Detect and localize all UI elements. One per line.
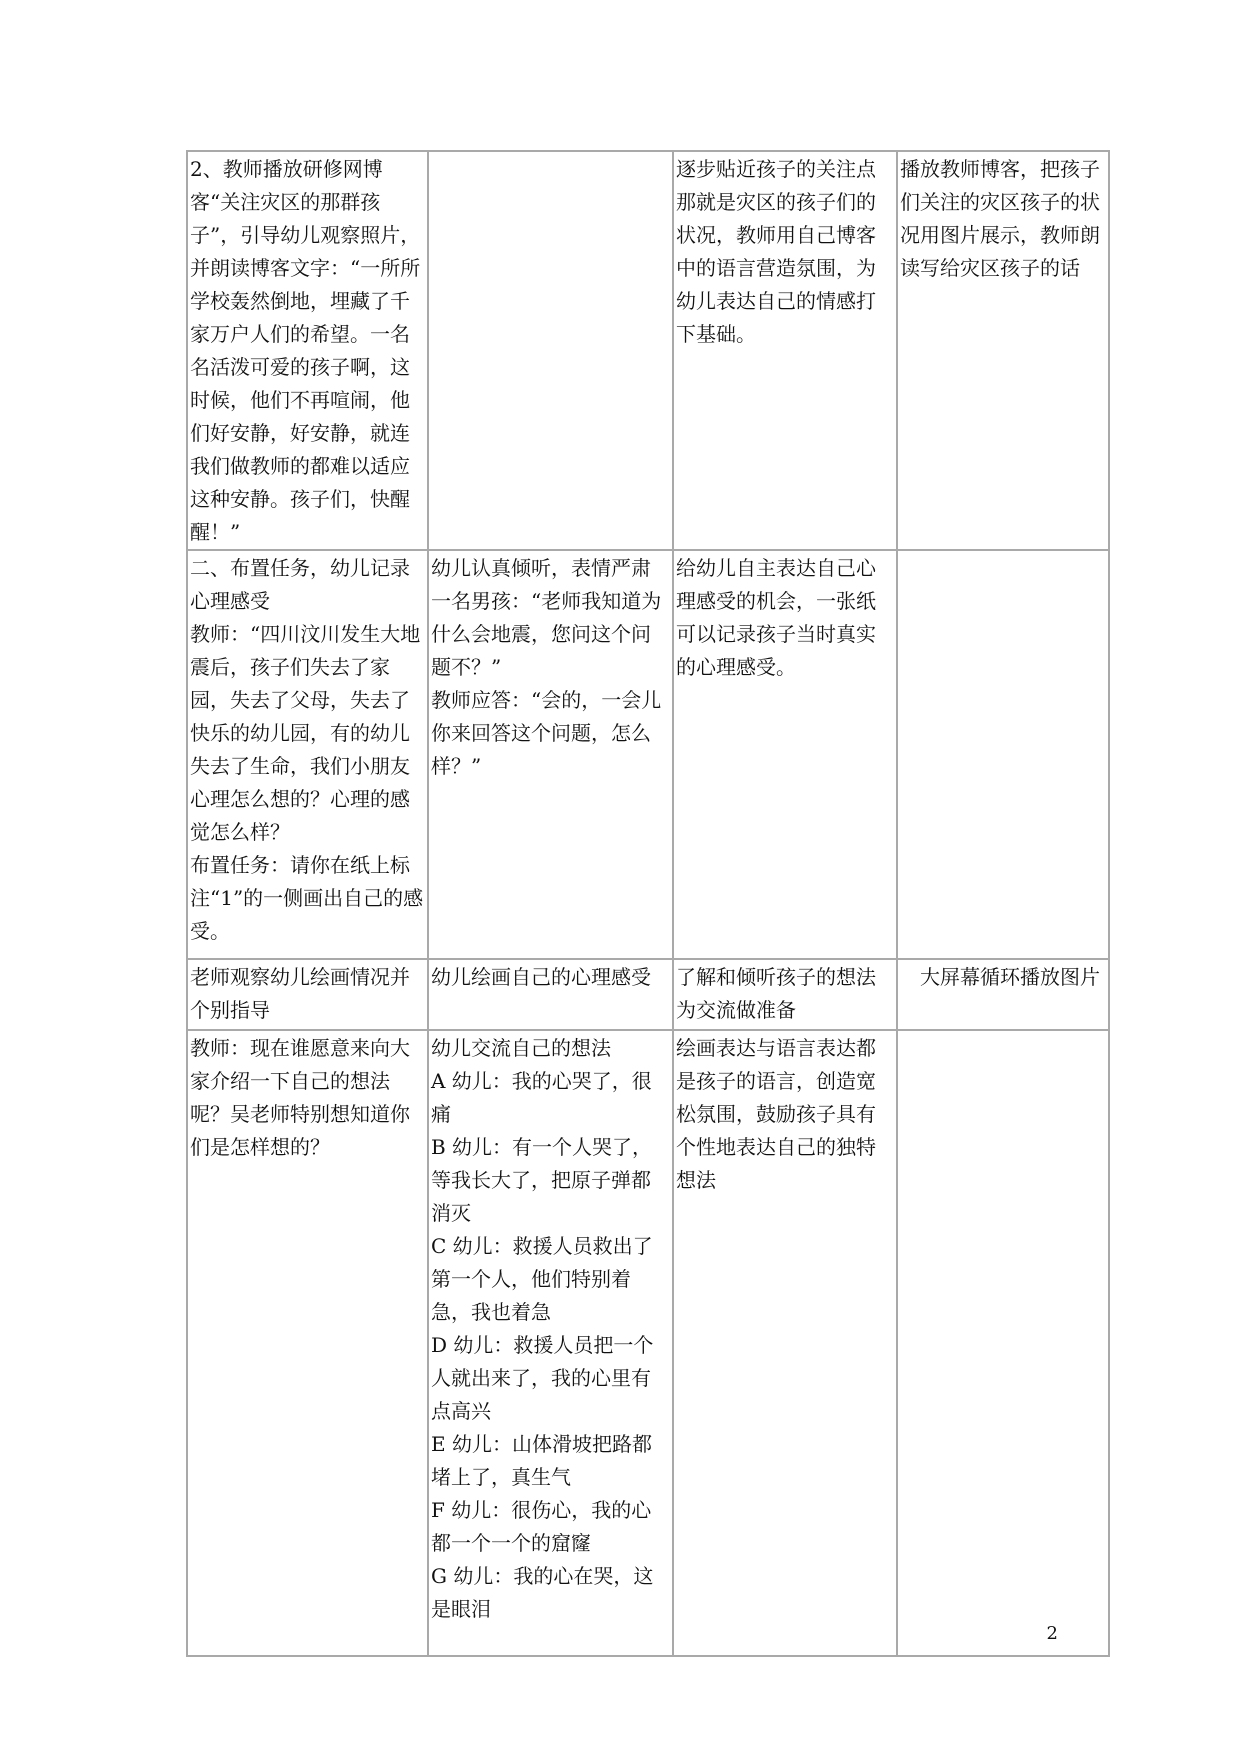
- cell-paragraph: 幼儿交流自己的想法: [431, 1036, 611, 1060]
- cell-paragraph: 逐步贴近孩子的关注点那就是灾区的孩子们的状况，教师用自己博客中的语言营造氛围，为幼儿表达自己的情感打下基础。: [676, 157, 876, 346]
- cell-paragraph: 幼儿认真倾听，表情严肃一名男孩：“老师我知道为什么会地震，您问这个问题不？”: [431, 556, 662, 679]
- child-activity-cell: [428, 1030, 673, 1656]
- media-cell: [897, 959, 1109, 1030]
- child-activity-cell: [428, 550, 673, 959]
- cell-paragraph: 绘画表达与语言表达都是孩子的语言，创造宽松氛围，鼓励孩子具有个性地表达自己的独特想法: [676, 1036, 876, 1192]
- table-row: [187, 959, 1109, 1030]
- table-row: [187, 1030, 1109, 1656]
- cell-paragraph: C 幼儿：救援人员救出了第一个人，他们特别着急，我也着急: [431, 1234, 653, 1324]
- cell-paragraph: F 幼儿：很伤心，我的心都一个一个的窟窿: [431, 1498, 652, 1555]
- cell-paragraph: B 幼儿：有一个人哭了，等我长大了，把原子弹都消灭: [431, 1135, 653, 1225]
- cell-paragraph: G 幼儿：我的心在哭，这是眼泪: [431, 1564, 654, 1621]
- table-row: [187, 151, 1109, 550]
- cell-paragraph: 布置任务：请你在纸上标注“1”的一侧画出自己的感受。: [190, 853, 424, 943]
- cell-paragraph: 教师应答：“会的，一会儿你来回答这个问题，怎么样？”: [431, 688, 662, 778]
- cell-paragraph: 教师：“四川汶川发生大地震后，孩子们失去了家园，失去了父母，失去了快乐的幼儿园，有的幼儿失去了生命，我们小朋友心理怎么想的？心理的感觉怎么样？: [190, 622, 421, 844]
- media-cell: [897, 1030, 1109, 1656]
- cell-paragraph: 播放教师博客，把孩子们关注的灾区孩子的状况用图片展示，教师朗读写给灾区孩子的话: [900, 157, 1100, 280]
- cell-paragraph: 给幼儿自主表达自己心理感受的机会，一张纸可以记录孩子当时真实的心理感受。: [676, 556, 876, 679]
- cell-paragraph: 二、布置任务，幼儿记录心理感受: [190, 556, 410, 613]
- cell-paragraph: D 幼儿：救援人员把一个人就出来了，我的心里有点高兴: [431, 1333, 654, 1423]
- lesson-plan-body: [187, 151, 1109, 1656]
- teacher-activity-cell: [187, 151, 428, 550]
- teacher-activity-cell: [187, 959, 428, 1030]
- cell-paragraph: A 幼儿：我的心哭了，很痛: [431, 1069, 652, 1126]
- cell-paragraph: 大屏幕循环播放图片: [900, 965, 1100, 989]
- cell-paragraph: 老师观察幼儿绘画情况并个别指导: [190, 965, 410, 1022]
- page-number: 2: [1046, 1623, 1058, 1644]
- child-activity-cell: [428, 151, 673, 550]
- media-cell: [897, 151, 1109, 550]
- cell-paragraph: 教师：现在谁愿意来向大家介绍一下自己的想法呢？吴老师特别想知道你们是怎样想的？: [190, 1036, 410, 1159]
- teacher-activity-cell: [187, 1030, 428, 1656]
- lesson-plan-table: [186, 150, 1110, 1657]
- cell-paragraph: E 幼儿：山体滑坡把路都堵上了，真生气: [431, 1432, 652, 1489]
- design-intent-cell: [673, 959, 897, 1030]
- cell-paragraph: 了解和倾听孩子的想法为交流做准备: [676, 965, 876, 1022]
- table-row: [187, 550, 1109, 959]
- design-intent-cell: [673, 550, 897, 959]
- cell-paragraph: 幼儿绘画自己的心理感受: [431, 965, 651, 989]
- cell-paragraph: 2、教师播放研修网博客“关注灾区的那群孩子”，引导幼儿观察照片，并朗读博客文字：“一所所学校轰然倒地，埋藏了千家万户人们的希望。一名名活泼可爱的孩子啊，这时候，他们不再喧闹，他们好安静，好安静，就连我们做教师的都难以适应这种安静。孩子们，快醒醒！”: [190, 157, 421, 544]
- teacher-activity-cell: [187, 550, 428, 959]
- design-intent-cell: [673, 151, 897, 550]
- child-activity-cell: [428, 959, 673, 1030]
- media-cell: [897, 550, 1109, 959]
- design-intent-cell: [673, 1030, 897, 1656]
